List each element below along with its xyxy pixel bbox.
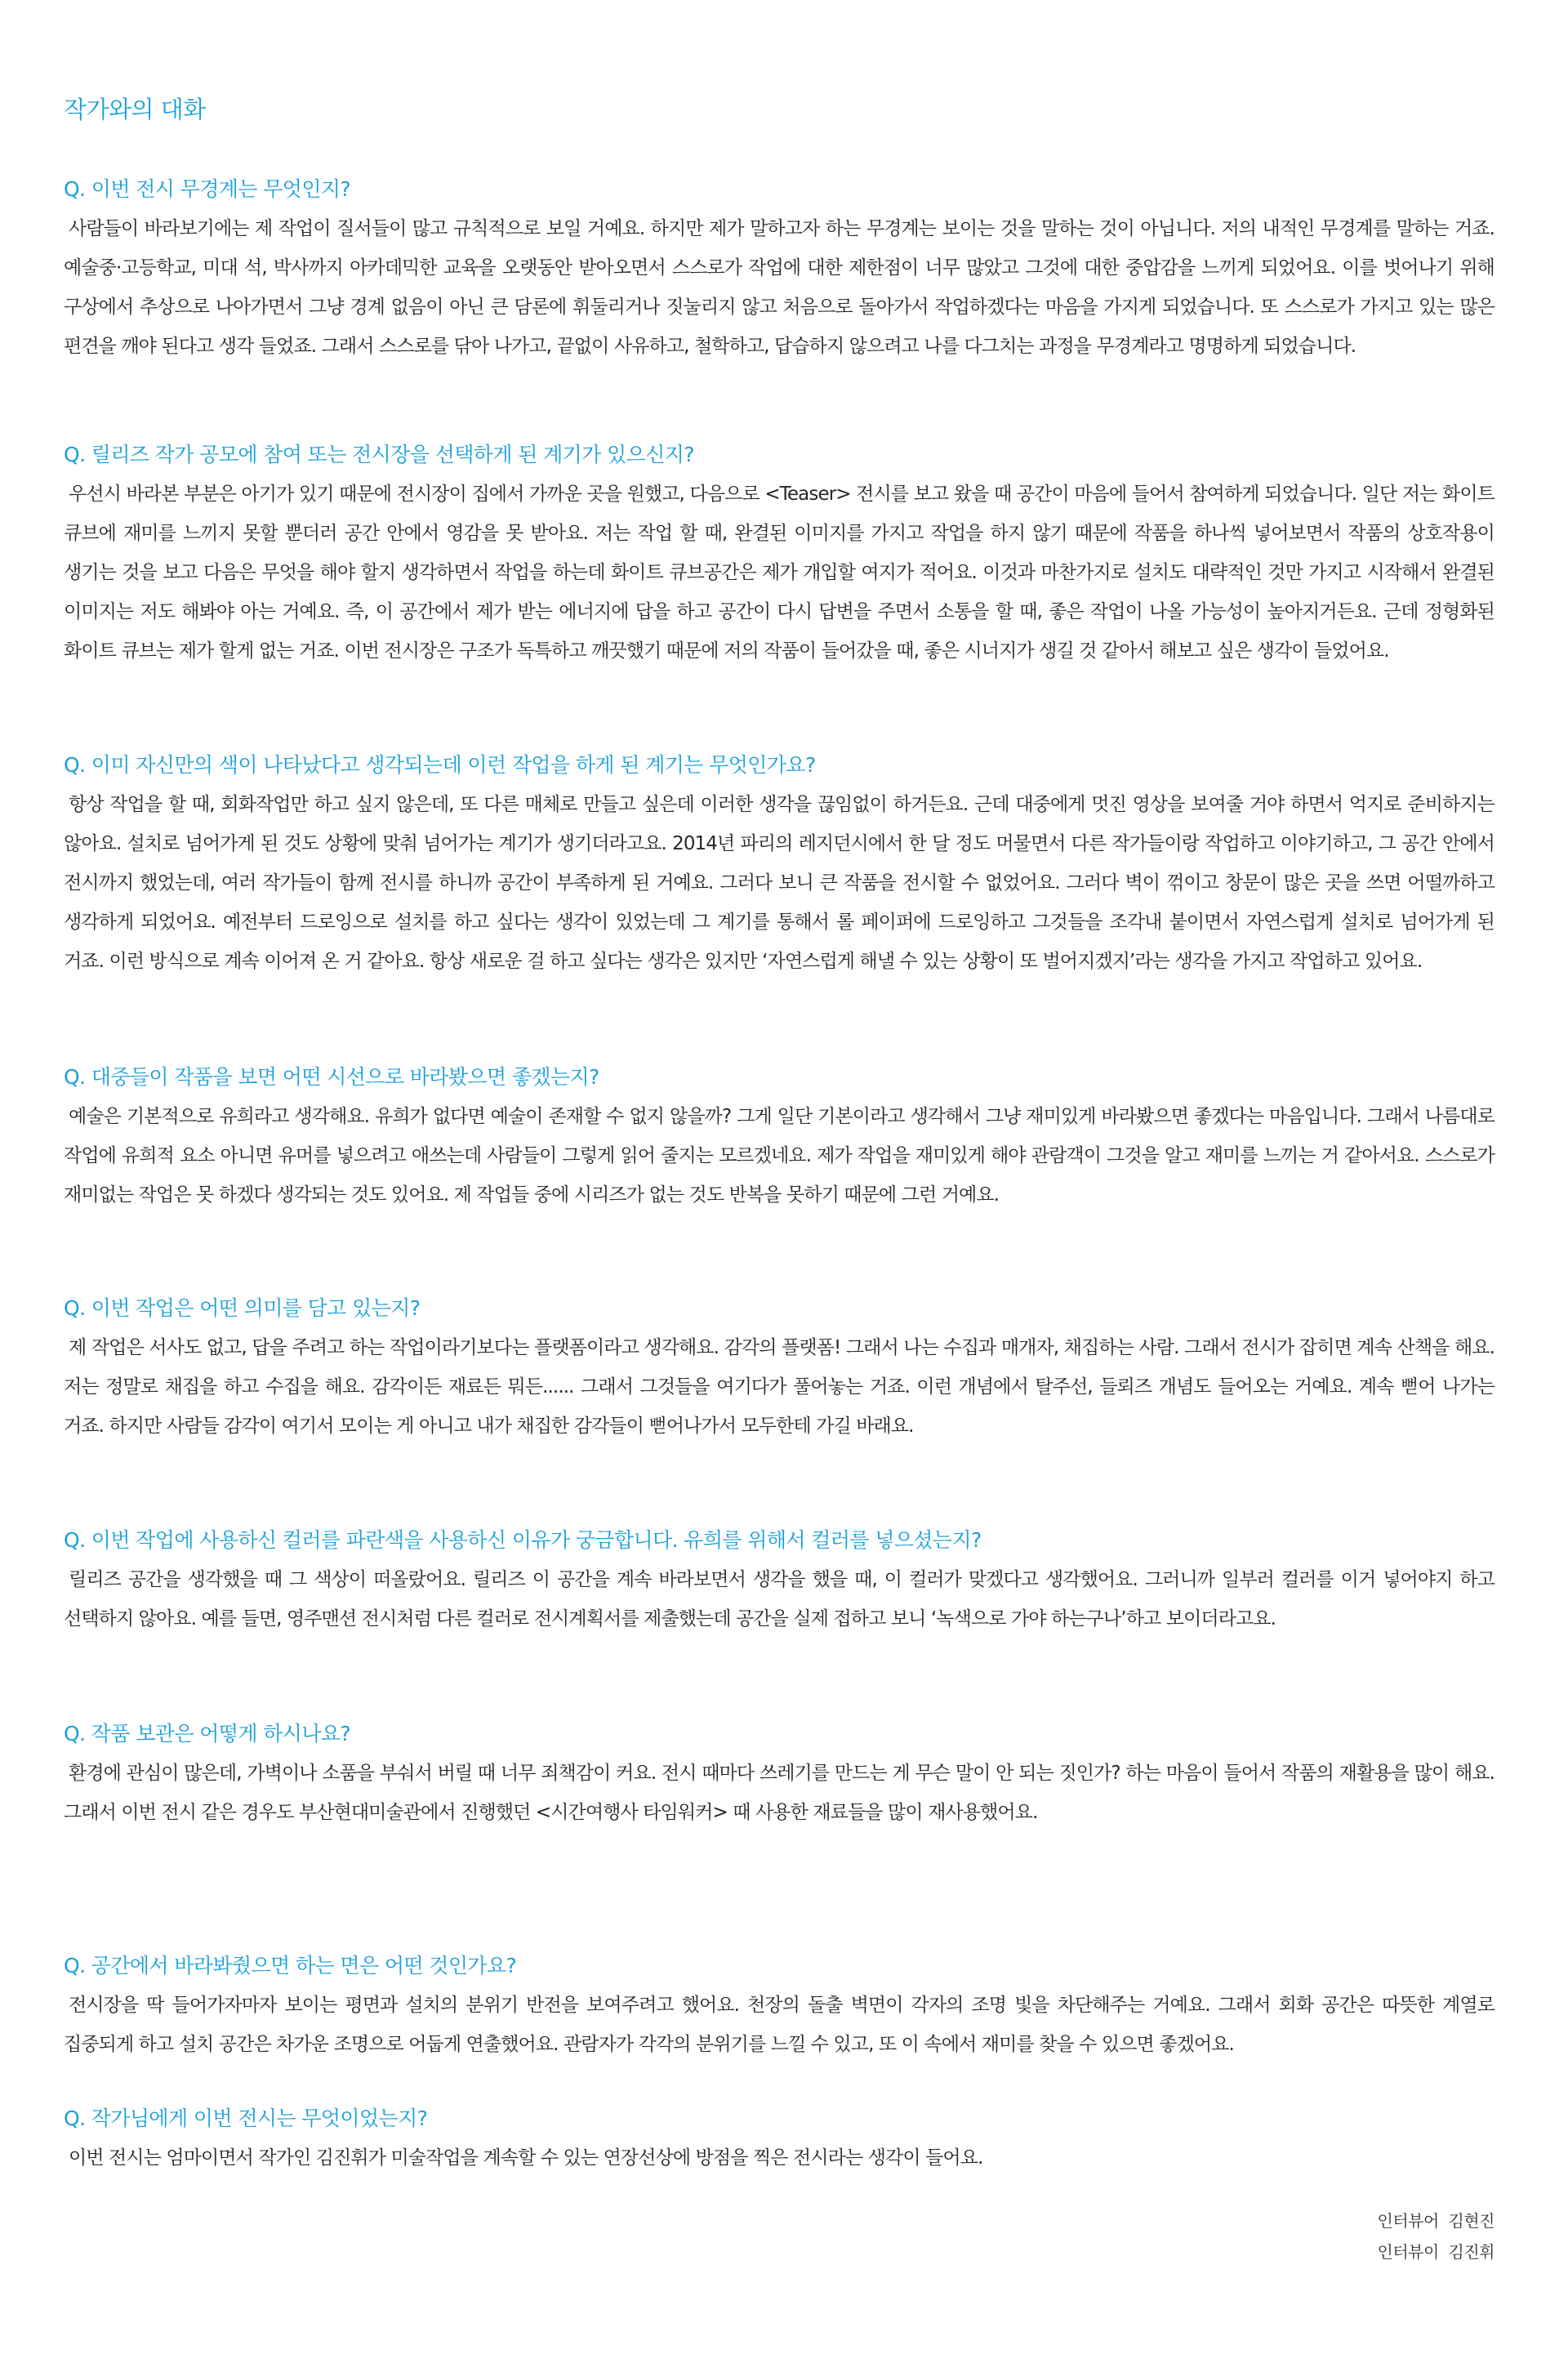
qa-item-9 (64, 2099, 1494, 2178)
qa-item-1 (64, 170, 1494, 366)
question-heading: Q. 작품 보관은 어떻게 하시나요? (64, 1722, 351, 1745)
answer-paragraph: 사람들이 바라보기에는 제 작업이 질서들이 많고 규칙적으로 보일 거예요. 하지만 제가 말하고자 하는 무경계는 보이는 것을 말하는 것이 아닙니다. 저의 내적인 무경계를 말하는 거죠. 예술중·고등학교, 미대 석, 박사까지 아카데믹한 교육을 오랫동안 받아오면서 스스로가 작업에 대한 제한점이 너무 많았고 그것에 대한 중압감을 느끼게 되었어요. 이를 벗어나기 위해 구상에서 추상으로 나아가면서 그냥 경계 없음이 아닌 큰 담론에 휘둘리거나 짓눌리지 않고 처음으로 돌아가서 작업하겠다는 마음을 가지게 되었습니다. 또 스스로가 가지고 있는 많은 편견을 깨야 된다고 생각 들었죠. 그래서 스스로를 닦아 나가고, 끝없이 사유하고, 철학하고, 답습하지 않으려고 나를 다그치는 과정을 무경계라고 명명하게 되었습니다. (64, 218, 1494, 357)
answer-paragraph: 전시장을 딱 들어가자마자 보이는 평면과 설치의 분위기 반전을 보여주려고 했어요. 천장의 돌출 벽면이 각자의 조명 빛을 차단해주는 거예요. 그래서 회화 공간은 따뜻한 계열로 집중되게 하고 설치 공간은 차가운 조명으로 어둡게 연출했어요. 관람자가 각각의 분위기를 느낄 수 있고, 또 이 속에서 재미를 찾을 수 있으면 좋겠어요. (64, 1995, 1494, 2055)
answer-paragraph: 항상 작업을 할 때, 회화작업만 하고 싶지 않은데, 또 다른 매체로 만들고 싶은데 이러한 생각을 끊임없이 하거든요. 근데 대중에게 멋진 영상을 보여줄 거야 하면서 억지로 준비하지는 않아요. 설치로 넘어가게 된 것도 상황에 맞춰 넘어가는 계기가 생기더라고요. 2014년 파리의 레지던시에서 한 달 정도 머물면서 다른 작가들이랑 작업하고 이야기하고, 그 공간 안에서 전시까지 했었는데, 여러 작가들이 함께 전시를 하니까 공간이 부족하게 된 거예요. 그러다 보니 큰 작품을 전시할 수 없었어요. 그러다 벽이 꺾이고 창문이 많은 곳을 쓰면 어떨까하고 생각하게 되었어요. 예전부터 드로잉으로 설치를 하고 싶다는 생각이 있었는데 그 계기를 통해서 롤 페이퍼에 드로잉하고 그것들을 조각내 붙이면서 자연스럽게 설치로 넘어가게 된 거죠. 이런 방식으로 계속 이어져 온 거 같아요. 항상 새로운 걸 하고 싶다는 생각은 있지만 ‘자연스럽게 해낼 수 있는 상황이 또 벌어지겠지’라는 생각을 가지고 작업하고 있어요. (64, 794, 1494, 972)
qa-item-5 (64, 1289, 1494, 1446)
question-heading: Q. 이번 작업에 사용하신 컬러를 파란색을 사용하신 이유가 궁금합니다. 유희를 위해서 컬러를 넣으셨는지? (64, 1528, 982, 1552)
qa-item-3 (64, 746, 1494, 981)
question-heading: Q. 대중들이 작품을 보면 어떤 시선으로 바라봤으면 좋겠는지? (64, 1065, 599, 1089)
question-heading: Q. 릴리즈 작가 공모에 참여 또는 전시장을 선택하게 된 계기가 있으신지? (64, 443, 694, 466)
interviewer-credit: 인터뷰어 김현진 (1377, 2211, 1494, 2231)
question-heading: Q. 이번 작업은 어떤 의미를 담고 있는지? (64, 1296, 421, 1320)
qa-item-2 (64, 435, 1494, 671)
answer-paragraph: 릴리즈 공간을 생각했을 때 그 색상이 떠올랐어요. 릴리즈 이 공간을 계속 바라보면서 생각을 했을 때, 이 컬러가 맞겠다고 생각했어요. 그러니까 일부러 컬러를 이거 넣어야지 하고 선택하지 않아요. 예를 들면, 영주맨션 전시처럼 다른 컬러로 전시계획서를 제출했는데 공간을 실제 접하고 보니 ‘녹색으로 가야 하는구나’하고 보이더라고요. (64, 1569, 1494, 1630)
qa-item-6 (64, 1521, 1494, 1638)
answer-paragraph: 환경에 관심이 많은데, 가벽이나 소품을 부숴서 버릴 때 너무 죄책감이 커요. 전시 때마다 쓰레기를 만드는 게 무슨 말이 안 되는 짓인가? 하는 마음이 들어서 작품의 재활용을 많이 해요. 그래서 이번 전시 같은 경우도 부산현대미술관에서 진행했던 <시간여행사 타임워커> 때 사용한 재료들을 많이 재사용했어요. (64, 1763, 1494, 1823)
interviewee-credit: 인터뷰이 김진휘 (1377, 2242, 1494, 2262)
answer-paragraph: 이번 전시는 엄마이면서 작가인 김진휘가 미술작업을 계속할 수 있는 연장선상에 방점을 찍은 전시라는 생각이 들어요. (69, 2147, 983, 2169)
qa-item-8 (64, 1946, 1494, 2064)
interview-credits (1378, 2205, 1494, 2267)
answer-paragraph: 제 작업은 서사도 없고, 답을 주려고 하는 작업이라기보다는 플랫폼이라고 생각해요. 감각의 플랫폼! 그래서 나는 수집과 매개자, 채집하는 사람. 그래서 전시가 잡히면 계속 산책을 해요. 저는 정말로 채집을 하고 수집을 해요. 감각이든 재료든 뭐든...... 그래서 그것들을 여기다가 풀어놓는 거죠. 이런 개념에서 탈주선, 들뢰즈 개념도 들어오는 거예요. 계속 뻗어 나가는 거죠. 하지만 사람들 감각이 여기서 모이는 게 아니고 내가 채집한 감각들이 뻗어나가서 모두한테 가길 바래요. (64, 1337, 1494, 1437)
question-heading: Q. 이미 자신만의 색이 나타났다고 생각되는데 이런 작업을 하게 된 계기는 무엇인가요? (64, 753, 816, 777)
question-heading: Q. 이번 전시 무경계는 무엇인지? (64, 177, 351, 201)
question-heading: Q. 공간에서 바라봐줬으면 하는 면은 어떤 것인가요? (64, 1954, 517, 1977)
answer-paragraph: 예술은 기본적으로 유희라고 생각해요. 유희가 없다면 예술이 존재할 수 없지 않을까? 그게 일단 기본이라고 생각해서 그냥 재미있게 바라봤으면 좋겠다는 마음입니다. 그래서 나름대로 작업에 유희적 요소 아니면 유머를 넣으려고 애쓰는데 사람들이 그렇게 읽어 줄지는 모르겠네요. 제가 작업을 재미있게 해야 관람객이 그것을 알고 재미를 느끼는 거 같아서요. 스스로가 재미없는 작업은 못 하겠다 생각되는 것도 있어요. 제 작업들 중에 시리즈가 없는 것도 반복을 못하기 때문에 그런 거예요. (64, 1106, 1494, 1206)
qa-item-4 (64, 1058, 1494, 1215)
page-title: 작가와의 대화 (64, 96, 206, 123)
question-heading: Q. 작가님에게 이번 전시는 무엇이었는지? (64, 2107, 428, 2130)
answer-paragraph: 우선시 바라본 부분은 아기가 있기 때문에 전시장이 집에서 가까운 곳을 원했고, 다음으로 <Teaser> 전시를 보고 왔을 때 공간이 마음에 들어서 참여하게 되었습니다. 일단 저는 화이트 큐브에 재미를 느끼지 못할 뿐더러 공간 안에서 영감을 못 받아요. 저는 작업 할 때, 완결된 이미지를 가지고 작업을 하지 않기 때문에 작품을 하나씩 넣어보면서 작품의 상호작용이 생기는 것을 보고 다음은 무엇을 해야 할지 생각하면서 작업을 하는데 화이트 큐브공간은 제가 개입할 여지가 적어요. 이것과 마찬가지로 설치도 대략적인 것만 가지고 시작해서 완결된 이미지는 저도 해봐야 아는 거예요. 즉, 이 공간에서 제가 받는 에너지에 답을 하고 공간이 다시 답변을 주면서 소통을 할 때, 좋은 작업이 나올 가능성이 높아지거든요. 근데 정형화된 화이트 큐브는 제가 할게 없는 거죠. 이번 전시장은 구조가 독특하고 깨끗했기 때문에 저의 작품이 들어갔을 때, 좋은 시너지가 생길 것 같아서 해보고 싶은 생각이 들었어요. (64, 484, 1494, 662)
qa-item-7 (64, 1714, 1494, 1832)
